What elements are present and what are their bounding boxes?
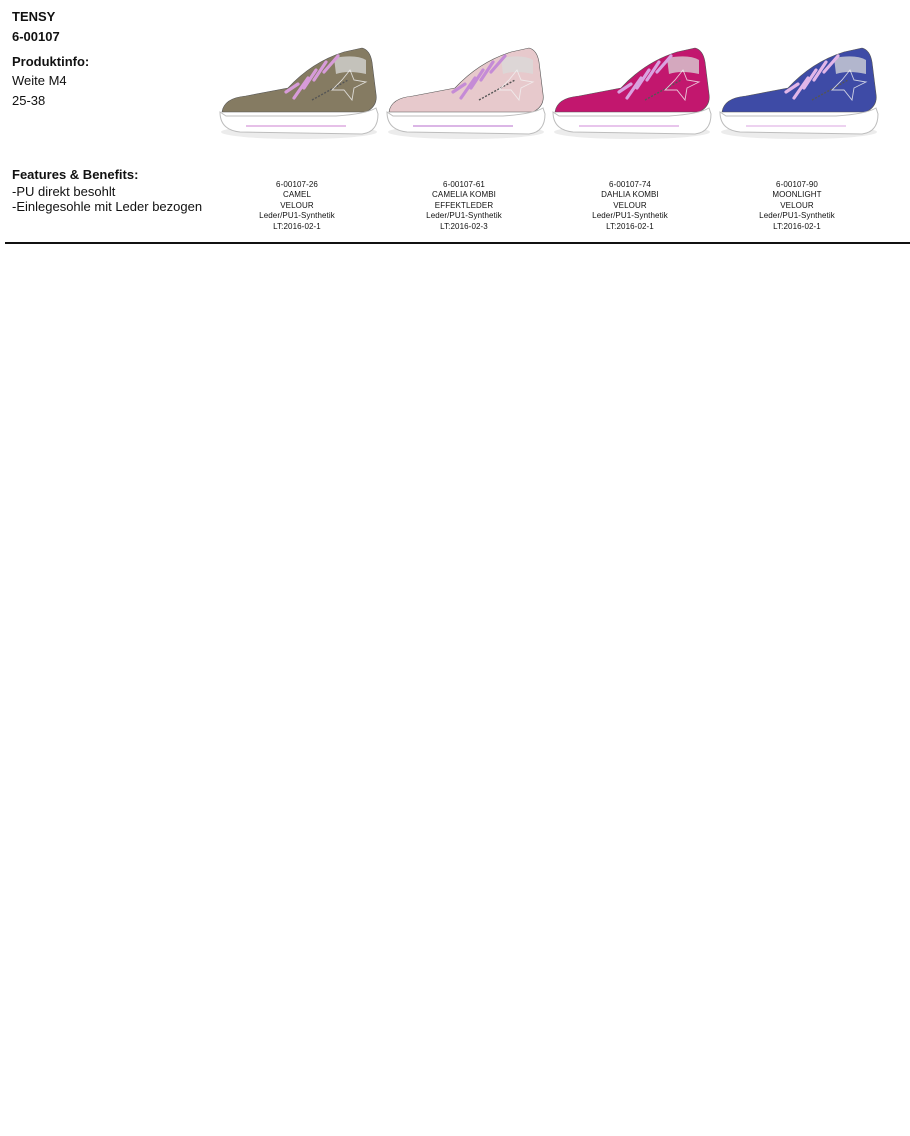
variant-material: VELOUR (780, 200, 814, 210)
variant-article: 6-00107-74 (609, 180, 651, 189)
variant-color: CAMELIA KOMBI (432, 190, 496, 200)
variant-article: 6-00107-61 (443, 180, 485, 189)
variant-color: DAHLIA KOMBI (601, 190, 659, 200)
product-info-block (12, 7, 212, 111)
variant-composition: Leder/PU1-Synthetik (426, 211, 502, 221)
product-image-3 (549, 40, 715, 145)
variant-composition: Leder/PU1-Synthetik (592, 211, 668, 221)
product-info-sizes: 25-38 (12, 93, 46, 108)
variant-caption (381, 180, 547, 232)
sneaker-image (549, 40, 715, 145)
variant-article: 6-00107-26 (276, 180, 318, 189)
product-info-heading: Produktinfo: (12, 54, 90, 69)
features-block (12, 166, 222, 214)
variant-material: VELOUR (280, 200, 314, 210)
product-image-1 (216, 40, 382, 145)
product-image-4 (716, 40, 882, 145)
variant-caption (547, 180, 713, 232)
model-number: 6-00107 (12, 29, 60, 44)
feature-item: -PU direkt besohlt (12, 184, 116, 199)
feature-item: -Einlegesohle mit Leder bezogen (12, 199, 203, 214)
sneaker-image (716, 40, 882, 145)
variant-lt: LT:2016-02-1 (606, 221, 654, 231)
horizontal-rule (5, 242, 910, 244)
variant-lt: LT:2016-02-3 (440, 221, 488, 231)
variant-article: 6-00107-90 (776, 180, 818, 189)
sneaker-image (383, 40, 549, 145)
variant-color: CAMEL (282, 190, 312, 200)
variant-material: VELOUR (613, 200, 647, 210)
features-heading: Features & Benefits: (12, 167, 139, 182)
variant-composition: Leder/PU1-Synthetik (759, 211, 835, 221)
variant-lt: LT:2016-02-1 (773, 221, 821, 231)
sneaker-image (216, 40, 382, 145)
variant-caption (214, 180, 380, 232)
model-name: TENSY (12, 9, 56, 24)
variant-lt: LT:2016-02-1 (273, 221, 321, 231)
variant-composition: Leder/PU1-Synthetik (259, 211, 335, 221)
product-info-width: Weite M4 (12, 73, 67, 88)
variant-caption (714, 180, 880, 232)
variant-color: MOONLIGHT (772, 190, 822, 200)
product-image-2 (383, 40, 549, 145)
variant-material: EFFEKTLEDER (434, 200, 494, 210)
